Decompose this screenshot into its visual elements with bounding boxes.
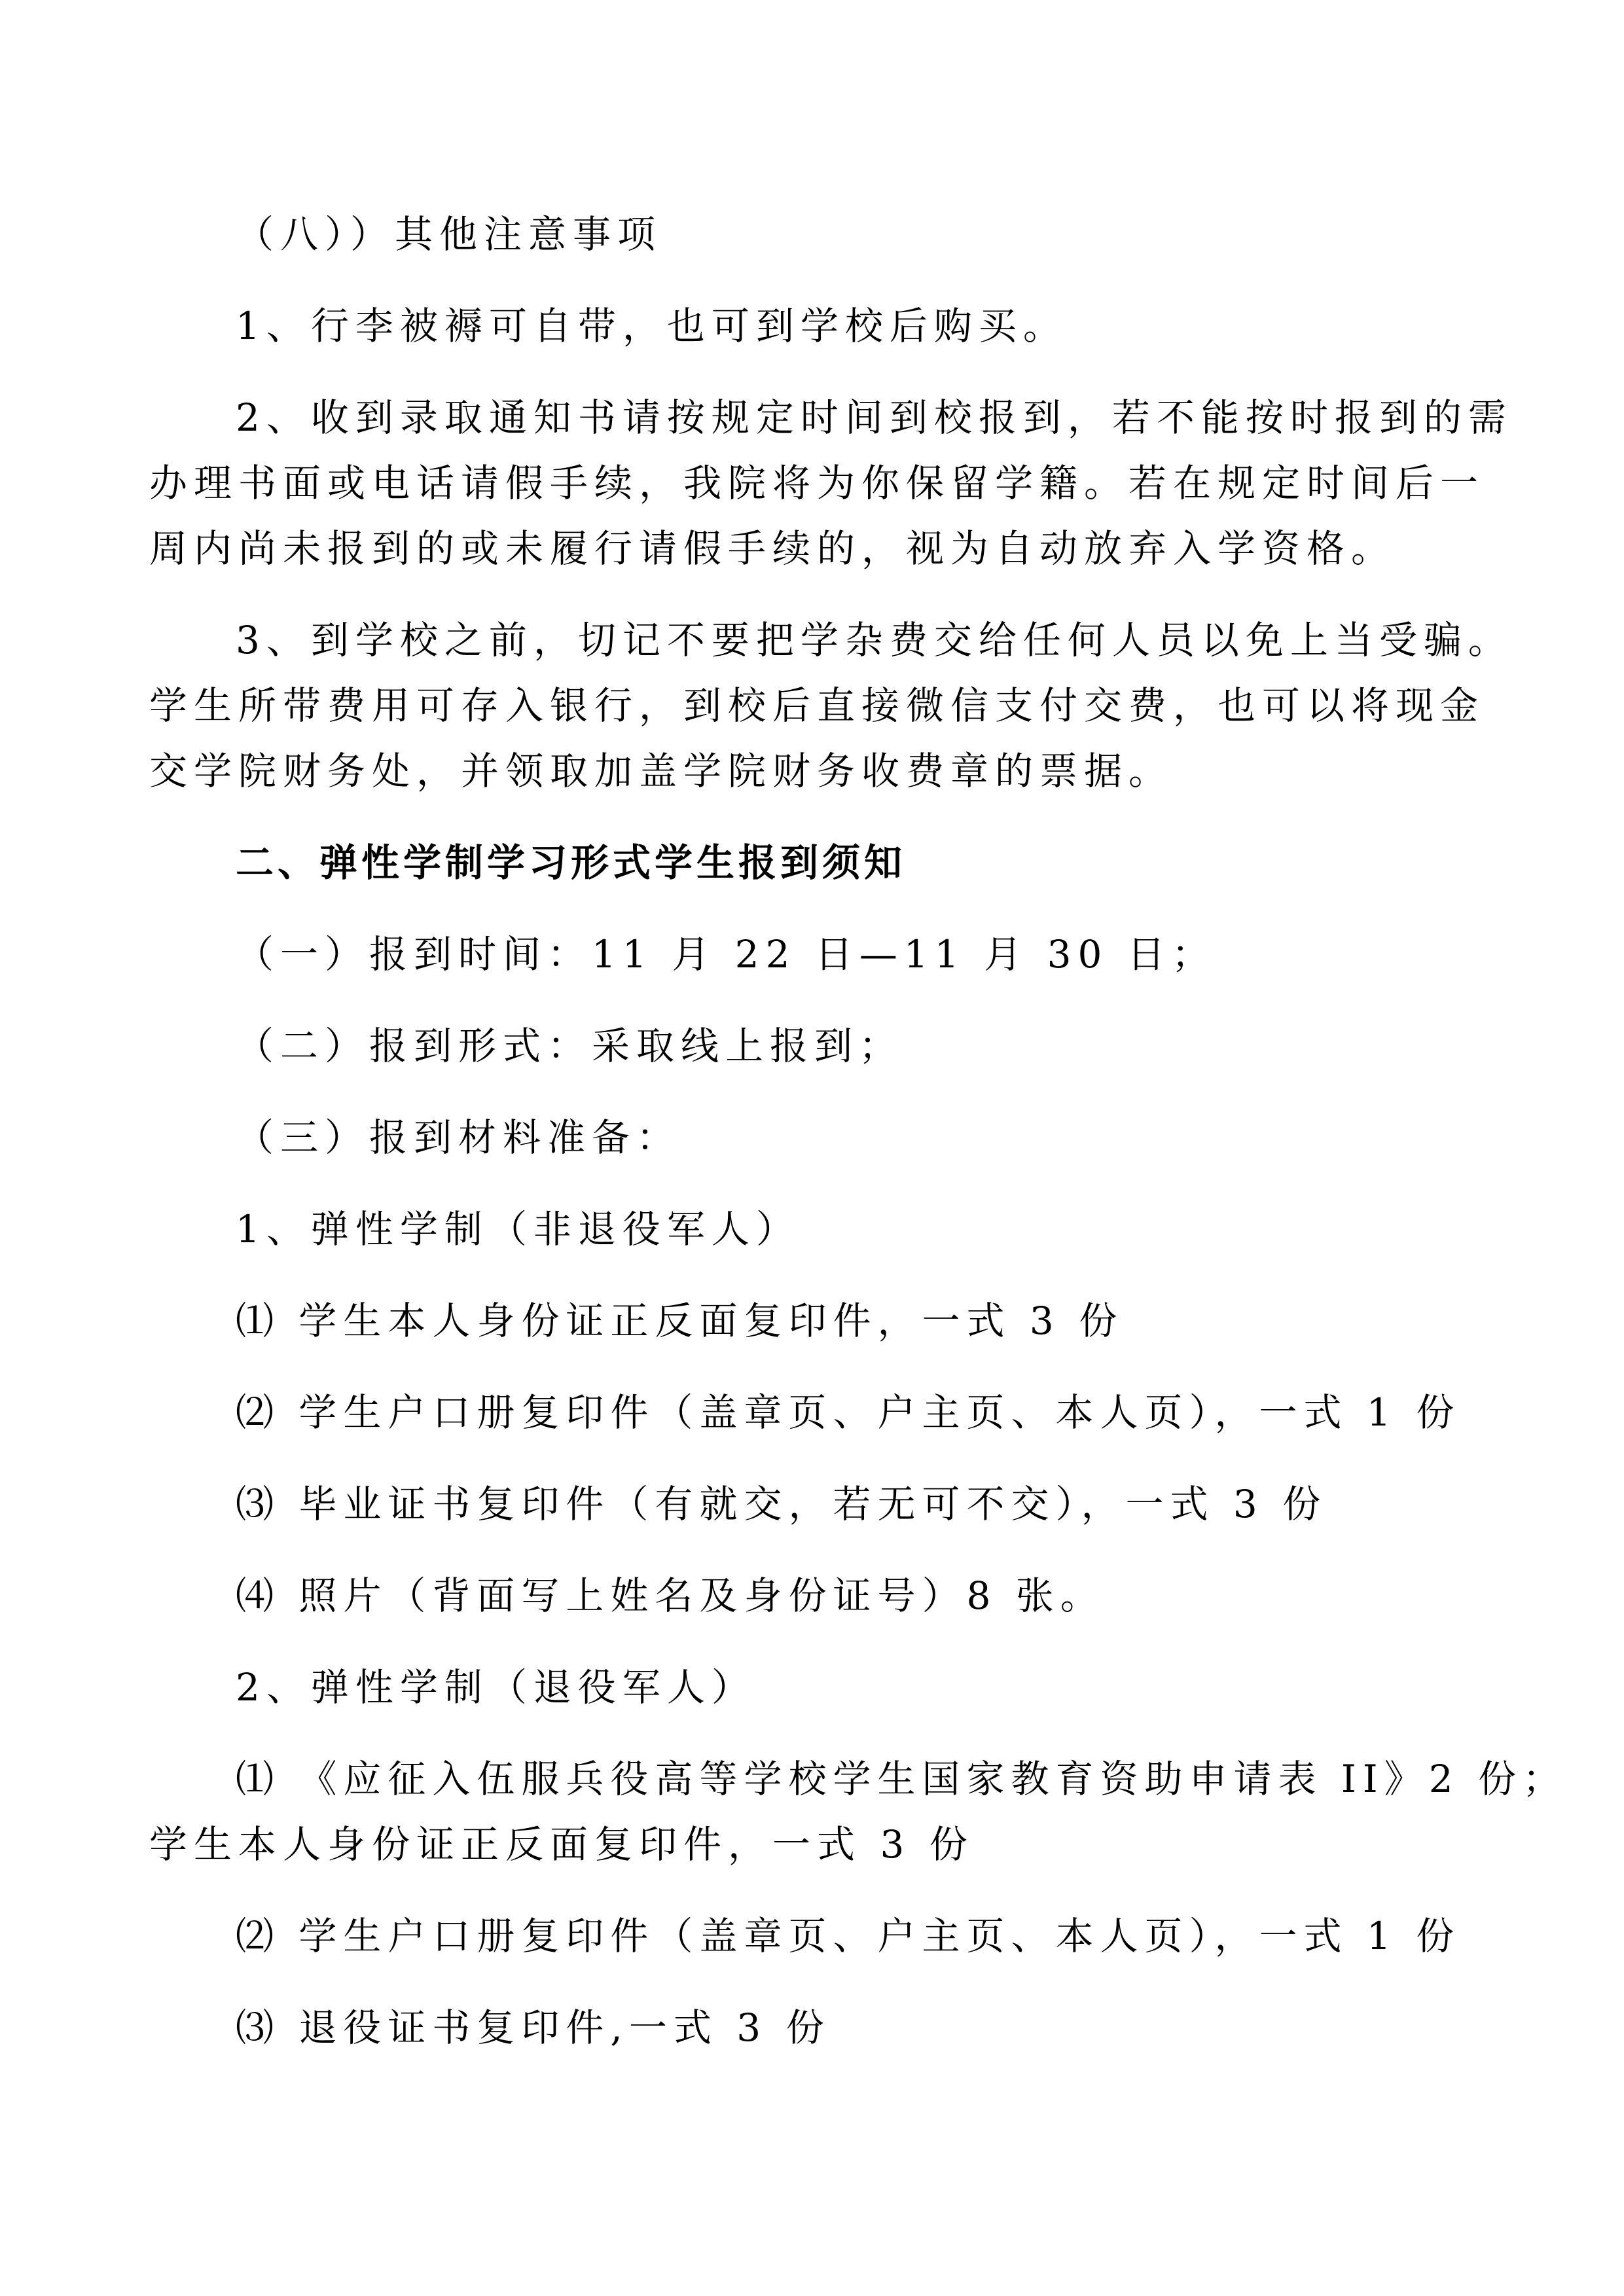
notes-item-2-line-3: 周内尚未报到的或未履行请假手续的，视为自动放弃入学资格。	[149, 526, 1396, 571]
group-1-item-4: ⑷ 照片（背面写上姓名及身份证号）8 张。	[236, 1573, 1105, 1618]
group-1-item-2: ⑵ 学生户口册复印件（盖章页、户主页、本人页），一式 1 份	[236, 1390, 1461, 1435]
notes-item-2-line-1: 2、收到录取通知书请按规定时间到校报到，若不能按时报到的需	[236, 395, 1513, 440]
group-1-item-1: ⑴ 学生本人身份证正反面复印件，一式 3 份	[236, 1299, 1124, 1343]
notes-heading: （八））其他注意事项	[236, 212, 662, 257]
group-2-item-1-line-2: 学生本人身份证正反面复印件，一式 3 份	[149, 1822, 974, 1867]
registration-time: （一）报到时间：11 月 22 日—11 月 30 日；	[236, 932, 1216, 977]
registration-materials: （三）报到材料准备：	[236, 1115, 681, 1160]
notes-item-2-line-2: 办理书面或电话请假手续，我院将为你保留学籍。若在规定时间后一	[149, 461, 1485, 505]
group-1-item-3: ⑶ 毕业证书复印件（有就交，若无可不交），一式 3 份	[236, 1482, 1327, 1526]
group-2-item-1-line-1: ⑴ 《应征入伍服兵役高等学校学生国家教育资助申请表 II》2 份；	[236, 1757, 1568, 1801]
notes-item-1: 1、行李被褥可自带，也可到学校后购买。	[236, 304, 1068, 348]
group-2-title: 2、弹性学制（退役军人）	[236, 1665, 756, 1710]
group-2-item-3: ⑶ 退役证书复印件,一式 3 份	[236, 2005, 831, 2050]
group-2-item-2: ⑵ 学生户口册复印件（盖章页、户主页、本人页），一式 1 份	[236, 1914, 1461, 1958]
section-2-title: 二、弹性学制学习形式学生报到须知	[236, 840, 907, 885]
notes-item-3-line-2: 学生所带费用可存入银行，到校后直接微信支付交费，也可以将现金	[149, 683, 1485, 728]
registration-form: （二）报到形式：采取线上报到；	[236, 1024, 904, 1068]
group-1-title: 1、弹性学制（非退役军人）	[236, 1207, 801, 1251]
notes-item-3-line-3: 交学院财务处，并领取加盖学院财务收费章的票据。	[149, 749, 1174, 793]
notes-item-3-line-1: 3、到学校之前，切记不要把学杂费交给任何人员以免上当受骗。	[236, 618, 1513, 662]
